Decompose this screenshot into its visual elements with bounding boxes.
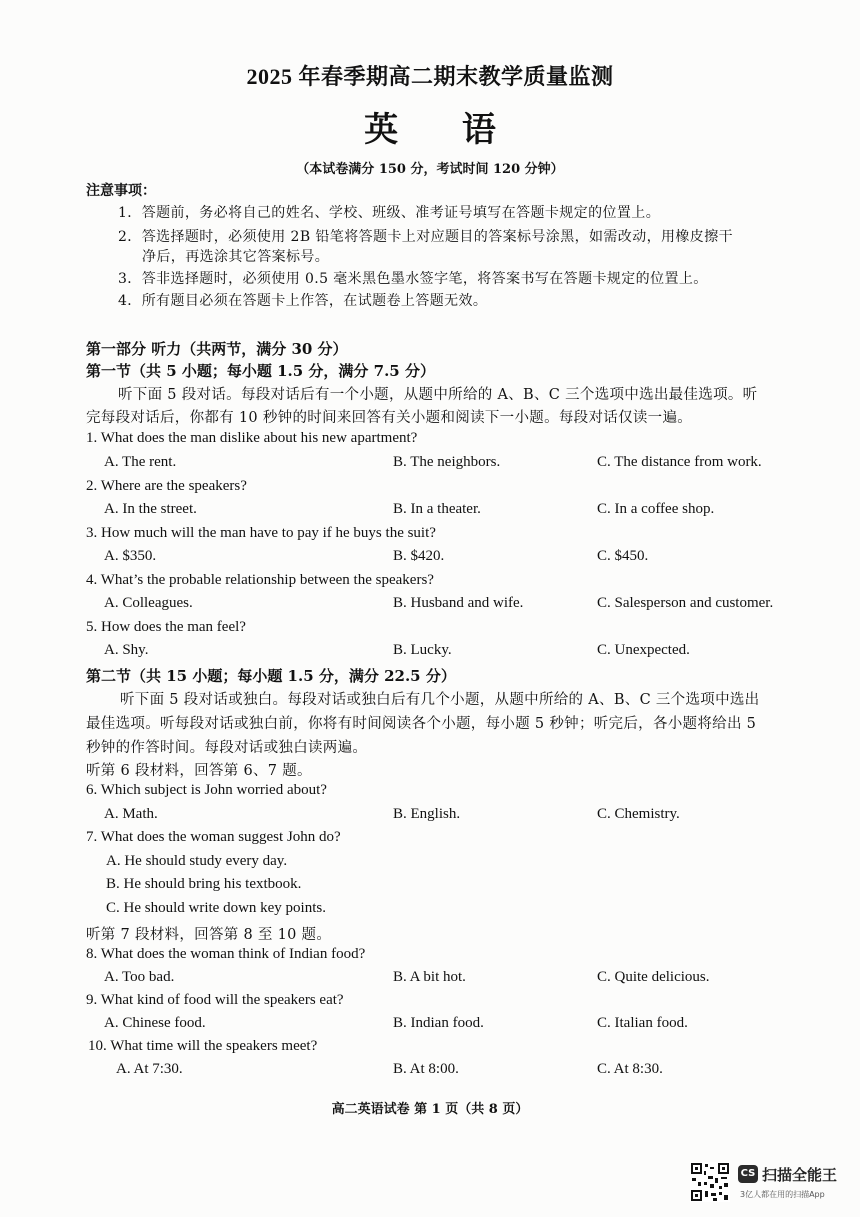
question-1: 1. What does the man dislike about his new apartment? bbox=[86, 430, 418, 446]
question-3: 3. How much will the man have to pay if he buys the suit? bbox=[86, 525, 436, 541]
subject-title: 英 语 bbox=[364, 110, 522, 150]
question-2-option-b: B. In a theater. bbox=[393, 501, 481, 517]
question-6-option-c: C. Chemistry. bbox=[597, 806, 680, 822]
question-4: 4. What’s the probable relationship between the speakers? bbox=[86, 572, 434, 588]
section2-instructions-line: 听下面 5 段对话或独白。每段对话或独白后有几个小题，从题中所给的 A、B、C 三个选项中选出 bbox=[120, 692, 760, 708]
question-3-option-c: C. $450. bbox=[597, 548, 649, 564]
question-8-option-c: C. Quite delicious. bbox=[597, 969, 710, 985]
question-7-option-a: A. He should study every day. bbox=[106, 853, 288, 869]
question-9-option-c: C. Italian food. bbox=[597, 1015, 688, 1031]
question-6-option-b: B. English. bbox=[393, 806, 461, 822]
question-6-option-a: A. Math. bbox=[104, 806, 158, 822]
question-5-option-b: B. Lucky. bbox=[393, 642, 452, 658]
material-6-instruction: 听第 6 段材料，回答第 6、7 题。 bbox=[86, 763, 312, 779]
section1-instructions-line: 完每段对话后，你都有 10 秒钟的时间来回答有关小题和阅读下一小题。每段对话仅读一遍。 bbox=[86, 410, 693, 426]
question-8-option-a: A. Too bad. bbox=[104, 969, 175, 985]
scanner-logo-icon: CS bbox=[738, 1165, 758, 1183]
question-2-option-a: A. In the street. bbox=[104, 501, 197, 517]
question-1-option-a: A. The rent. bbox=[104, 454, 177, 470]
question-10-option-c: C. At 8:30. bbox=[597, 1061, 663, 1077]
question-1-option-c: C. The distance from work. bbox=[597, 454, 762, 470]
scanner-app-tagline: 3亿人都在用的扫描App bbox=[740, 1190, 825, 1199]
question-2-option-c: C. In a coffee shop. bbox=[597, 501, 715, 517]
section2-instructions-line: 秒钟的作答时间。每段对话或独白读两遍。 bbox=[86, 740, 368, 756]
question-10: 10. What time will the speakers meet? bbox=[88, 1038, 318, 1054]
question-8-option-b: B. A bit hot. bbox=[393, 969, 466, 985]
notice-heading: 注意事项： bbox=[86, 183, 156, 199]
section1-instructions-line: 听下面 5 段对话。每段对话后有一个小题，从题中所给的 A、B、C 三个选项中选出最佳选项。听 bbox=[118, 387, 758, 403]
question-5-option-a: A. Shy. bbox=[104, 642, 149, 658]
notice-item: 1．答题前，务必将自己的姓名、学校、班级、准考证号填写在答题卡规定的位置上。 bbox=[118, 205, 661, 221]
question-5-option-c: C. Unexpected. bbox=[597, 642, 690, 658]
notice-item: 3．答非选择题时，必须使用 0.5 毫米黑色墨水签字笔，将答案书写在答题卡规定的位置上。 bbox=[118, 271, 708, 287]
question-9: 9. What kind of food will the speakers eat? bbox=[86, 992, 344, 1008]
question-3-option-b: B. $420. bbox=[393, 548, 445, 564]
section2-instructions-line: 最佳选项。听每段对话或独白前，你将有时间阅读各个小题，每小题 5 秒钟；听完后，各小题将给出 5 bbox=[86, 716, 757, 732]
question-8: 8. What does the woman think of Indian food? bbox=[86, 946, 366, 962]
question-1-option-b: B. The neighbors. bbox=[393, 454, 501, 470]
notice-item: 4．所有题目必须在答题卡上作答，在试题卷上答题无效。 bbox=[118, 293, 488, 309]
question-7-option-c: C. He should write down key points. bbox=[106, 900, 326, 916]
question-9-option-a: A. Chinese food. bbox=[104, 1015, 206, 1031]
material-7-instruction: 听第 7 段材料，回答第 8 至 10 题。 bbox=[86, 927, 332, 943]
question-2: 2. Where are the speakers? bbox=[86, 478, 247, 494]
exam-info: （本试卷满分 150 分，考试时间 120 分钟） bbox=[296, 162, 564, 177]
question-4-option-b: B. Husband and wife. bbox=[393, 595, 524, 611]
section2-heading: 第二节（共 15 小题；每小题 1.5 分，满分 22.5 分） bbox=[86, 667, 456, 685]
question-7-option-b: B. He should bring his textbook. bbox=[106, 876, 302, 892]
question-5: 5. How does the man feel? bbox=[86, 619, 246, 635]
question-6: 6. Which subject is John worried about? bbox=[86, 782, 327, 798]
question-4-option-a: A. Colleagues. bbox=[104, 595, 193, 611]
question-9-option-b: B. Indian food. bbox=[393, 1015, 484, 1031]
exam-title: 2025 年春季期高二期末教学质量监测 bbox=[246, 64, 614, 89]
question-10-option-b: B. At 8:00. bbox=[393, 1061, 459, 1077]
notice-item: 2．答选择题时，必须使用 2B 铅笔将答题卡上对应题目的答案标号涂黑，如需改动，用橡皮擦干 bbox=[118, 229, 734, 245]
notice-item-continued: 净后，再选涂其它答案标号。 bbox=[142, 249, 330, 265]
question-7: 7. What does the woman suggest John do? bbox=[86, 829, 341, 845]
question-4-option-c: C. Salesperson and customer. bbox=[597, 595, 774, 611]
section1-heading: 第一节（共 5 小题；每小题 1.5 分，满分 7.5 分） bbox=[86, 362, 435, 380]
page-footer: 高二英语试卷 第 1 页（共 8 页） bbox=[331, 1102, 529, 1117]
qr-code-icon bbox=[690, 1162, 730, 1202]
question-3-option-a: A. $350. bbox=[104, 548, 157, 564]
part1-heading: 第一部分 听力（共两节，满分 30 分） bbox=[86, 340, 348, 358]
scanner-app-name: 扫描全能王 bbox=[762, 1166, 838, 1184]
question-10-option-a: A. At 7:30. bbox=[116, 1061, 183, 1077]
